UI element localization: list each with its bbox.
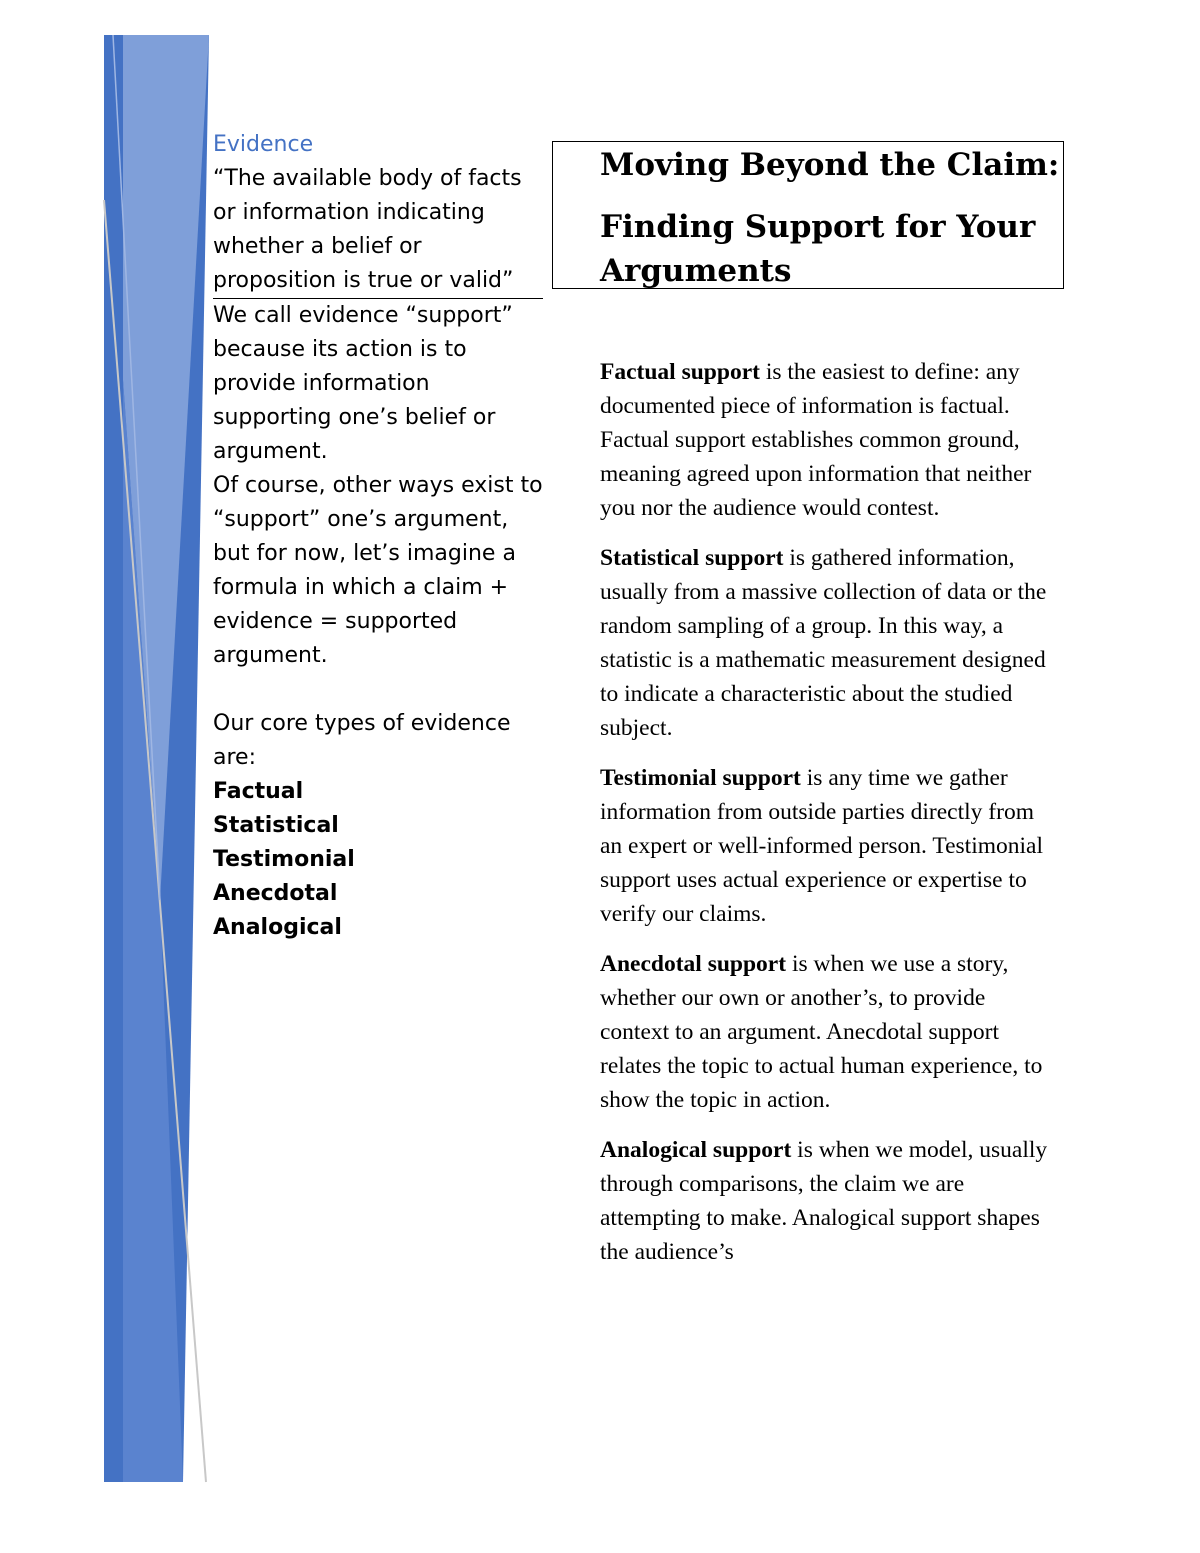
- evidence-type-statistical: Statistical: [213, 813, 339, 838]
- page-title: [600, 143, 1060, 293]
- section-text: is gathered information, usually from a massive collection of data or the random sampling of a group. In this way, a statistic is a mathematic measurement designed to indicate a characteristic about the studied subject.: [600, 545, 1047, 741]
- section-anecdotal: [600, 947, 1055, 1117]
- title-line-2: Finding Support for Your Arguments: [600, 209, 1036, 289]
- section-term: Testimonial support: [600, 765, 801, 791]
- section-text: is when we use a story, whether our own or another’s, to provide context to an argument. Anecdotal support relates the topic to actual human experience, to show the topic in action.: [600, 951, 1043, 1113]
- evidence-type-analogical: Analogical: [213, 915, 342, 940]
- section-text: is when we model, usually through comparisons, the claim we are attempting to make. Analogical support shapes the audience’s: [600, 1137, 1048, 1265]
- evidence-type-testimonial: Testimonial: [213, 847, 355, 872]
- section-text: is any time we gather information from outside parties directly from an expert or well-informed person. Testimonial support uses actual experience or expertise to verify our claims.: [600, 765, 1043, 927]
- section-term: Statistical support: [600, 545, 784, 571]
- evidence-definition: “The available body of facts or information indicating whether a belief or proposition is true or valid”: [213, 162, 543, 299]
- section-statistical: [600, 541, 1055, 745]
- section-testimonial: [600, 761, 1055, 931]
- section-term: Analogical support: [600, 1137, 792, 1163]
- spacer: [213, 673, 543, 707]
- evidence-types-intro: Our core types of evidence are:: [213, 711, 511, 770]
- support-types-column: [600, 355, 1055, 1285]
- section-text: is the easiest to define: any documented piece of information is factual. Factual support establishes common ground, meaning agreed upon information that neither you nor the audience would contest.: [600, 359, 1032, 521]
- evidence-paragraph-2: Of course, other ways exist to “support” one’s argument, but for now, let’s imagine a formula in which a claim + evidence = supported argument.: [213, 473, 543, 668]
- sidebar-dark-band: [104, 35, 123, 1482]
- evidence-column: [213, 128, 543, 945]
- evidence-type-factual: Factual: [213, 779, 304, 804]
- title-line-1: Moving Beyond the Claim:: [600, 147, 1060, 183]
- evidence-heading: Evidence: [213, 132, 314, 157]
- section-analogical: [600, 1133, 1055, 1269]
- evidence-paragraph-1: We call evidence “support” because its action is to provide information supporting one’s belief or argument.: [213, 303, 513, 464]
- section-term: Anecdotal support: [600, 951, 787, 977]
- section-term: Factual support: [600, 359, 760, 385]
- evidence-type-anecdotal: Anecdotal: [213, 881, 338, 906]
- section-factual: [600, 355, 1055, 525]
